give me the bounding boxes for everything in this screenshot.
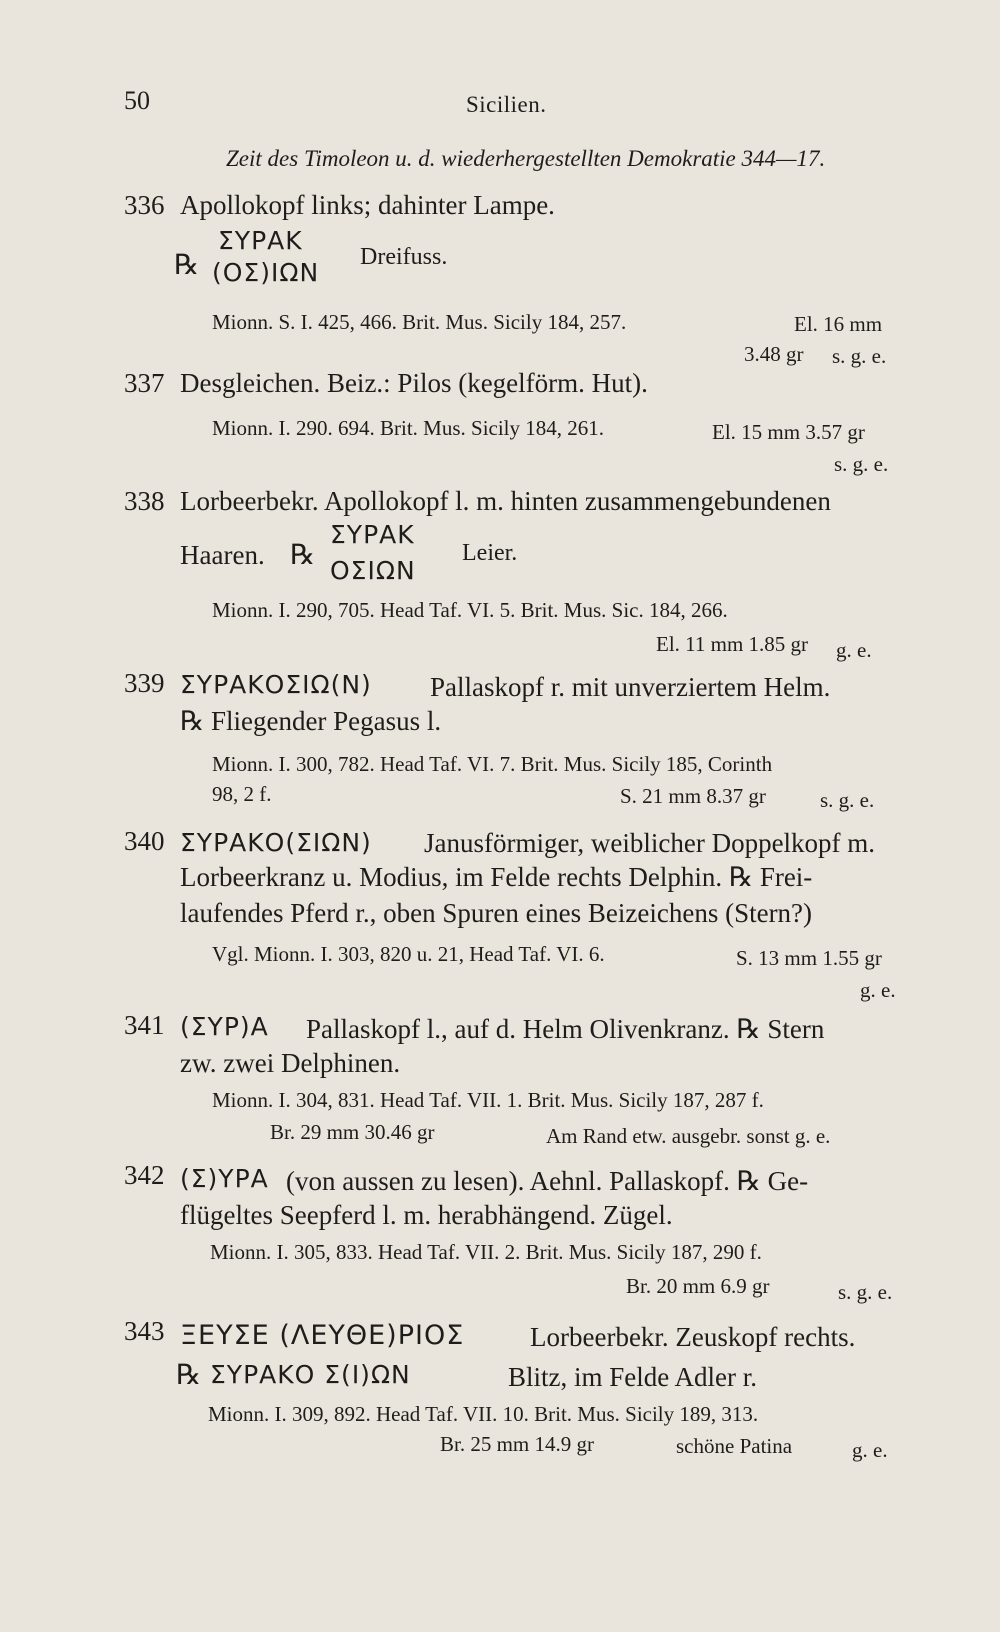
note: Am Rand etw. ausgebr. sonst g. e. — [546, 1124, 831, 1148]
reverse-description: Leier. — [462, 540, 518, 566]
references: Mionn. I. 300, 782. Head Taf. VI. 7. Brit. Mus. Sicily 185, Corinth — [212, 752, 773, 776]
reverse-symbol: ℞ — [290, 540, 316, 571]
references: Vgl. Mionn. I. 303, 820 u. 21, Head Taf. VI. 6. — [212, 942, 605, 966]
metal-size-weight: El. 15 mm 3.57 gr — [712, 420, 865, 444]
references: Mionn. I. 309, 892. Head Taf. VII. 10. Brit. Mus. Sicily 189, 313. — [208, 1402, 759, 1426]
entry-description: ℞ Fliegender Pegasus l. — [180, 706, 442, 736]
metal-size-weight: Br. 25 mm 14.9 gr — [440, 1432, 595, 1456]
grade: g. e. — [836, 638, 872, 662]
greek-inscription: ΞΕΥΣΕ (ΛΕΥΘΕ)ΡΙΟΣ — [180, 1320, 465, 1351]
greek-inscription: (ΣΥΡ)Α — [180, 1012, 269, 1041]
entry-description: (von aussen zu lesen). Aehnl. Pallaskopf. ℞ Ge- — [286, 1166, 809, 1196]
grade: g. e. — [852, 1438, 888, 1462]
greek-inscription: ΣΥΡΑΚ — [330, 520, 415, 549]
entry-number: 336 — [124, 190, 165, 220]
metal-size-weight: S. 13 mm 1.55 gr — [736, 946, 882, 970]
greek-inscription: ΣΥΡΑΚ — [218, 226, 303, 255]
references: Mionn. S. I. 425, 466. Brit. Mus. Sicily 184, 257. — [212, 310, 627, 334]
entry-description: Lorbeerkranz u. Modius, im Felde rechts Delphin. ℞ Frei- — [180, 862, 813, 892]
grade: g. e. — [860, 978, 896, 1002]
entry-description: Apollokopf links; dahinter Lampe. — [180, 190, 555, 220]
entry-description: Haaren. — [180, 540, 265, 570]
greek-inscription: ΣΥΡΑΚΟΣΙΩ(Ν) — [180, 670, 372, 699]
entry-description: Lorbeerbekr. Zeuskopf rechts. — [530, 1322, 856, 1352]
entry-description: Lorbeerbekr. Apollokopf l. m. hinten zusammengebundenen — [180, 486, 831, 516]
entry-description: Pallaskopf r. mit unverziertem Helm. — [430, 672, 831, 702]
entry-number: 343 — [124, 1316, 165, 1346]
section-subtitle: Zeit des Timoleon u. d. wiederhergestellten Demokratie 344—17. — [226, 146, 826, 171]
references: Mionn. I. 304, 831. Head Taf. VII. 1. Brit. Mus. Sicily 187, 287 f. — [212, 1088, 764, 1112]
entry-description: Blitz, im Felde Adler r. — [508, 1362, 757, 1392]
greek-inscription: (ΟΣ)ΙΩΝ — [212, 258, 320, 287]
reverse-symbol: ℞ — [174, 250, 200, 281]
entry-description: Janusförmiger, weiblicher Doppelkopf m. — [424, 828, 876, 858]
reverse-description: Dreifuss. — [360, 244, 448, 270]
references: Mionn. I. 290, 705. Head Taf. VI. 5. Brit. Mus. Sic. 184, 266. — [212, 598, 728, 622]
greek-inscription: ΣΥΡΑΚΟ(ΣΙΩΝ) — [180, 828, 372, 857]
grade: s. g. e. — [834, 452, 889, 476]
entry-number: 341 — [124, 1010, 165, 1040]
metal-size-weight: Br. 29 mm 30.46 gr — [270, 1120, 435, 1144]
greek-inscription: (Σ)ΥΡΑ — [180, 1164, 269, 1193]
entry-description: Pallaskopf l., auf d. Helm Olivenkranz. ℞ Stern — [306, 1014, 825, 1044]
entry-number: 337 — [124, 368, 165, 398]
metal-size: El. 16 mm — [794, 312, 883, 336]
running-header: Sicilien. — [466, 92, 547, 117]
entry-description: laufendes Pferd r., oben Spuren eines Beizeichens (Stern?) — [180, 898, 813, 928]
greek-inscription: ΟΣΙΩΝ — [330, 556, 416, 585]
entry-description: flügeltes Seepferd l. m. herabhängend. Zügel. — [180, 1200, 673, 1230]
metal-size-weight: S. 21 mm 8.37 gr — [620, 784, 766, 808]
entry-description: Desgleichen. Beiz.: Pilos (kegelförm. Hut). — [180, 368, 648, 398]
references: 98, 2 f. — [212, 782, 272, 806]
metal-size-weight: El. 11 mm 1.85 gr — [656, 632, 809, 656]
entry-number: 339 — [124, 668, 165, 698]
entry-number: 338 — [124, 486, 165, 516]
reverse-symbol: ℞ — [176, 1360, 202, 1391]
grade: s. g. e. — [832, 344, 887, 368]
grade: s. g. e. — [820, 788, 875, 812]
references: Mionn. I. 305, 833. Head Taf. VII. 2. Brit. Mus. Sicily 187, 290 f. — [210, 1240, 762, 1264]
note: schöne Patina — [676, 1434, 793, 1458]
page-number: 50 — [124, 86, 150, 115]
entry-description: zw. zwei Delphinen. — [180, 1048, 401, 1078]
metal-size-weight: Br. 20 mm 6.9 gr — [626, 1274, 770, 1298]
entry-number: 340 — [124, 826, 165, 856]
entry-number: 342 — [124, 1160, 165, 1190]
weight: 3.48 gr — [744, 342, 804, 366]
greek-inscription: ΣΥΡΑΚΟ Σ(Ι)ΩΝ — [210, 1360, 411, 1389]
grade: s. g. e. — [838, 1280, 893, 1304]
references: Mionn. I. 290. 694. Brit. Mus. Sicily 184, 261. — [212, 416, 605, 440]
